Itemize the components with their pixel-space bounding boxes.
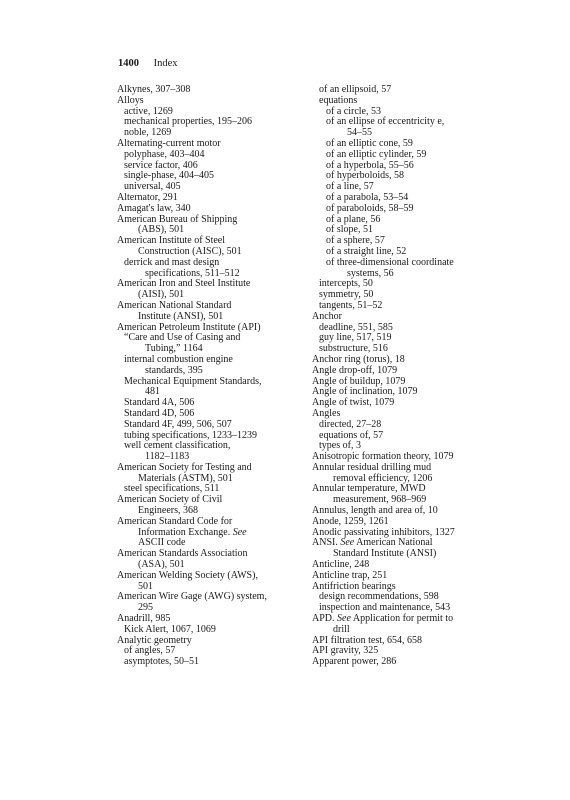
index-entry: Anadrill, 985	[117, 613, 171, 625]
index-entry: API gravity, 325	[312, 645, 379, 657]
index-entry: asymptotes, 50–51	[124, 656, 199, 668]
page-number: 1400	[118, 58, 139, 69]
index-entry: inspection and maintenance, 543	[319, 602, 451, 614]
index-entry: “Care and Use of Casing and	[124, 332, 241, 344]
index-entry: Anchor	[312, 310, 342, 322]
index-column-left	[117, 85, 317, 668]
index-entry: 295	[138, 602, 153, 614]
index-entry: symmetry, 50	[319, 289, 374, 301]
index-entry: Kick Alert, 1067, 1069	[124, 623, 216, 635]
index-entry: American Institute of Steel	[117, 235, 226, 247]
index-entry: Anode, 1259, 1261	[312, 515, 389, 527]
index-entry: tangents, 51–52	[319, 299, 383, 311]
index-entry: steel specifications, 511	[124, 483, 220, 495]
index-entry: American Welding Society (AWS),	[117, 569, 258, 581]
index-entry: of slope, 51	[326, 224, 373, 236]
index-entry: removal efficiency, 1206	[333, 472, 433, 484]
index-entry: Standard 4A, 506	[124, 397, 195, 409]
index-entry: Alternating-current motor	[117, 137, 221, 149]
index-entry: design recommendations, 598	[319, 591, 439, 603]
index-entry: of an elliptic cylinder, 59	[326, 148, 427, 160]
index-entry: of a straight line, 52	[326, 245, 407, 257]
index-entry: Construction (AISC), 501	[138, 245, 242, 257]
index-entry: of three-dimensional coordinate	[326, 256, 454, 268]
index-entry: of an ellipsoid, 57	[319, 84, 392, 95]
index-entry: noble, 1269	[124, 127, 172, 139]
index-entry: American Standards Association	[117, 548, 248, 560]
index-entry: universal, 405	[124, 181, 181, 193]
index-entry: well cement classification,	[124, 440, 231, 452]
index-entry: Tubing,” 1164	[145, 343, 203, 355]
index-entry: Apparent power, 286	[312, 656, 397, 668]
index-entry: Angles	[312, 407, 341, 419]
index-entry: 1182–1183	[145, 451, 190, 463]
index-entry: (ABS), 501	[138, 224, 185, 236]
index-entry: specifications, 511–512	[145, 267, 240, 279]
index-entry: of a circle, 53	[326, 105, 381, 117]
index-entry: Annular temperature, MWD	[312, 483, 426, 495]
index-entry: 481	[145, 386, 160, 398]
index-entry: ASCII code	[138, 537, 186, 549]
running-header	[118, 58, 178, 69]
index-entry: drill	[333, 623, 350, 635]
index-entry: API filtration test, 654, 658	[312, 634, 422, 646]
index-entry: of a hyperbola, 55–56	[326, 159, 414, 171]
index-entry: American Society for Testing and	[117, 461, 252, 473]
index-entry: intercepts, 50	[319, 278, 373, 290]
index-entry: American Society of Civil	[117, 494, 223, 506]
index-entry: American Standard Code for	[117, 515, 233, 527]
index-entry: systems, 56	[347, 267, 394, 279]
index-entry: of an elliptic cone, 59	[326, 137, 413, 149]
index-entry: Anisotropic formation theory, 1079	[312, 451, 454, 463]
index-entry: Anodic passivating inhibitors, 1327	[312, 526, 455, 538]
index-entry: Institute (ANSI), 501	[138, 310, 224, 322]
index-entry: Alkynes, 307–308	[117, 84, 191, 95]
index-entry: equations of, 57	[319, 429, 384, 441]
index-entry: Anticline trap, 251	[312, 569, 388, 581]
index-entry: of a parabola, 53–54	[326, 191, 409, 203]
index-entry: Angle of inclination, 1079	[312, 386, 418, 398]
index-entry: APD. See Application for permit to	[312, 613, 454, 625]
index-entry: guy line, 517, 519	[319, 332, 392, 344]
index-entry: American Petroleum Institute (API)	[117, 321, 261, 333]
index-entry: mechanical properties, 195–206	[124, 116, 253, 128]
index-entry: deadline, 551, 585	[319, 321, 393, 333]
index-entry: internal combustion engine	[124, 353, 233, 365]
index-entry: derrick and mast design	[124, 256, 220, 268]
index-entry: service factor, 406	[124, 159, 198, 171]
index-entry: Annulus, length and area of, 10	[312, 505, 438, 517]
index-entry: Angle of twist, 1079	[312, 397, 395, 409]
index-entry: directed, 27–28	[319, 418, 382, 430]
index-entry: of an ellipse of eccentricity e,	[326, 116, 445, 128]
index-entry: tubing specifications, 1233–1239	[124, 429, 258, 441]
index-entry: active, 1269	[124, 105, 173, 117]
index-entry: measurement, 968–969	[333, 494, 427, 506]
index-entry: American National Standard	[117, 299, 232, 311]
index-entry: Engineers, 368	[138, 505, 198, 517]
index-entry: Anticline, 248	[312, 559, 370, 571]
index-entry: types of, 3	[319, 440, 361, 452]
section-title: Index	[153, 58, 178, 69]
index-entry: Standard Institute (ANSI)	[333, 548, 437, 560]
index-entry: substructure, 516	[319, 343, 388, 355]
index-entry: Angle drop-off, 1079	[312, 364, 398, 376]
index-entry: Standard 4D, 506	[124, 407, 195, 419]
index-entry: Analytic geometry	[117, 634, 192, 646]
index-entry: of a sphere, 57	[326, 235, 385, 247]
index-entry: American Wire Gage (AWG) system,	[117, 591, 267, 603]
index-entry: 501	[138, 580, 153, 592]
index-entry: single-phase, 404–405	[124, 170, 214, 182]
index-entry: Annular residual drilling mud	[312, 461, 432, 473]
index-entry: of a plane, 56	[326, 213, 381, 225]
index-entry: Anchor ring (torus), 18	[312, 353, 405, 365]
index-entry: of hyperboloids, 58	[326, 170, 405, 182]
index-entry: Alloys	[117, 94, 144, 106]
index-entry: of paraboloids, 58–59	[326, 202, 414, 214]
index-entry: standards, 395	[145, 364, 203, 376]
index-entry: American Bureau of Shipping	[117, 213, 238, 225]
index-entry: Angle of buildup, 1079	[312, 375, 406, 387]
index-entry: Information Exchange. See	[138, 526, 247, 538]
index-entry: American Iron and Steel Institute	[117, 278, 251, 290]
index-entry: Antifriction bearings	[312, 580, 396, 592]
index-entry: Alternator, 291	[117, 191, 178, 203]
index-entry: (ASA), 501	[138, 559, 185, 571]
index-entry: Standard 4F, 499, 506, 507	[124, 418, 232, 430]
index-entry: of a line, 57	[326, 181, 374, 193]
index-entry: of angles, 57	[124, 645, 176, 657]
index-entry: ANSI. See American National	[312, 537, 433, 549]
index-entry: 54–55	[347, 127, 372, 139]
index-entry: Amagat's law, 340	[117, 202, 191, 214]
index-column-right	[312, 85, 512, 668]
index-entry: Materials (ASTM), 501	[138, 472, 233, 484]
index-entry: Mechanical Equipment Standards,	[124, 375, 262, 387]
index-entry: equations	[319, 94, 358, 106]
index-entry: (AISI), 501	[138, 289, 185, 301]
index-entry: polyphase, 403–404	[124, 148, 205, 160]
